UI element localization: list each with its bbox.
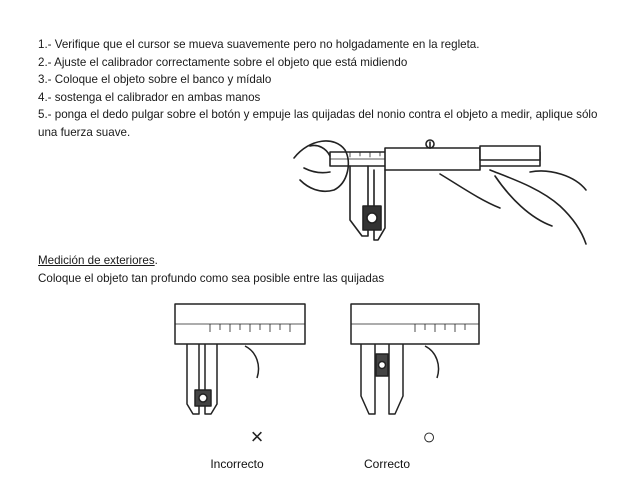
section-instruction: Coloque el objeto tan profundo como sea posible entre las quijadas bbox=[38, 271, 385, 285]
correct-label: Correcto bbox=[363, 457, 411, 471]
incorrect-measurement-illustration bbox=[165, 296, 310, 476]
incorrect-label: Incorrecto bbox=[210, 457, 264, 471]
caliper-in-hands-illustration bbox=[290, 128, 590, 248]
correct-mark-icon: ○ bbox=[422, 424, 436, 449]
section-heading: Medición de exteriores bbox=[38, 254, 155, 267]
section-heading-period: . bbox=[154, 254, 158, 267]
correct-measurement-illustration bbox=[345, 296, 485, 476]
step-4: 4.- sostenga el calibrador en ambas manos bbox=[38, 90, 261, 104]
incorrect-mark-icon: × bbox=[250, 424, 264, 449]
step-2: 2.- Ajuste el calibrador correctamente sobre el objeto que está midiendo bbox=[38, 55, 408, 69]
step-5: 5.- ponga el dedo pulgar sobre el botón y empuje las quijadas del nonio contra el objeto a medir, aplique sólo una fuerza suave. bbox=[38, 108, 598, 139]
instruction-list bbox=[38, 36, 618, 142]
step-1: 1.- Verifique que el cursor se mueva suavemente pero no holgadamente en la regleta. bbox=[38, 38, 480, 51]
outside-measurement-section bbox=[38, 252, 384, 287]
section-heading-line bbox=[38, 252, 384, 270]
step-3: 3.- Coloque el objeto sobre el banco y mídalo bbox=[38, 73, 272, 87]
